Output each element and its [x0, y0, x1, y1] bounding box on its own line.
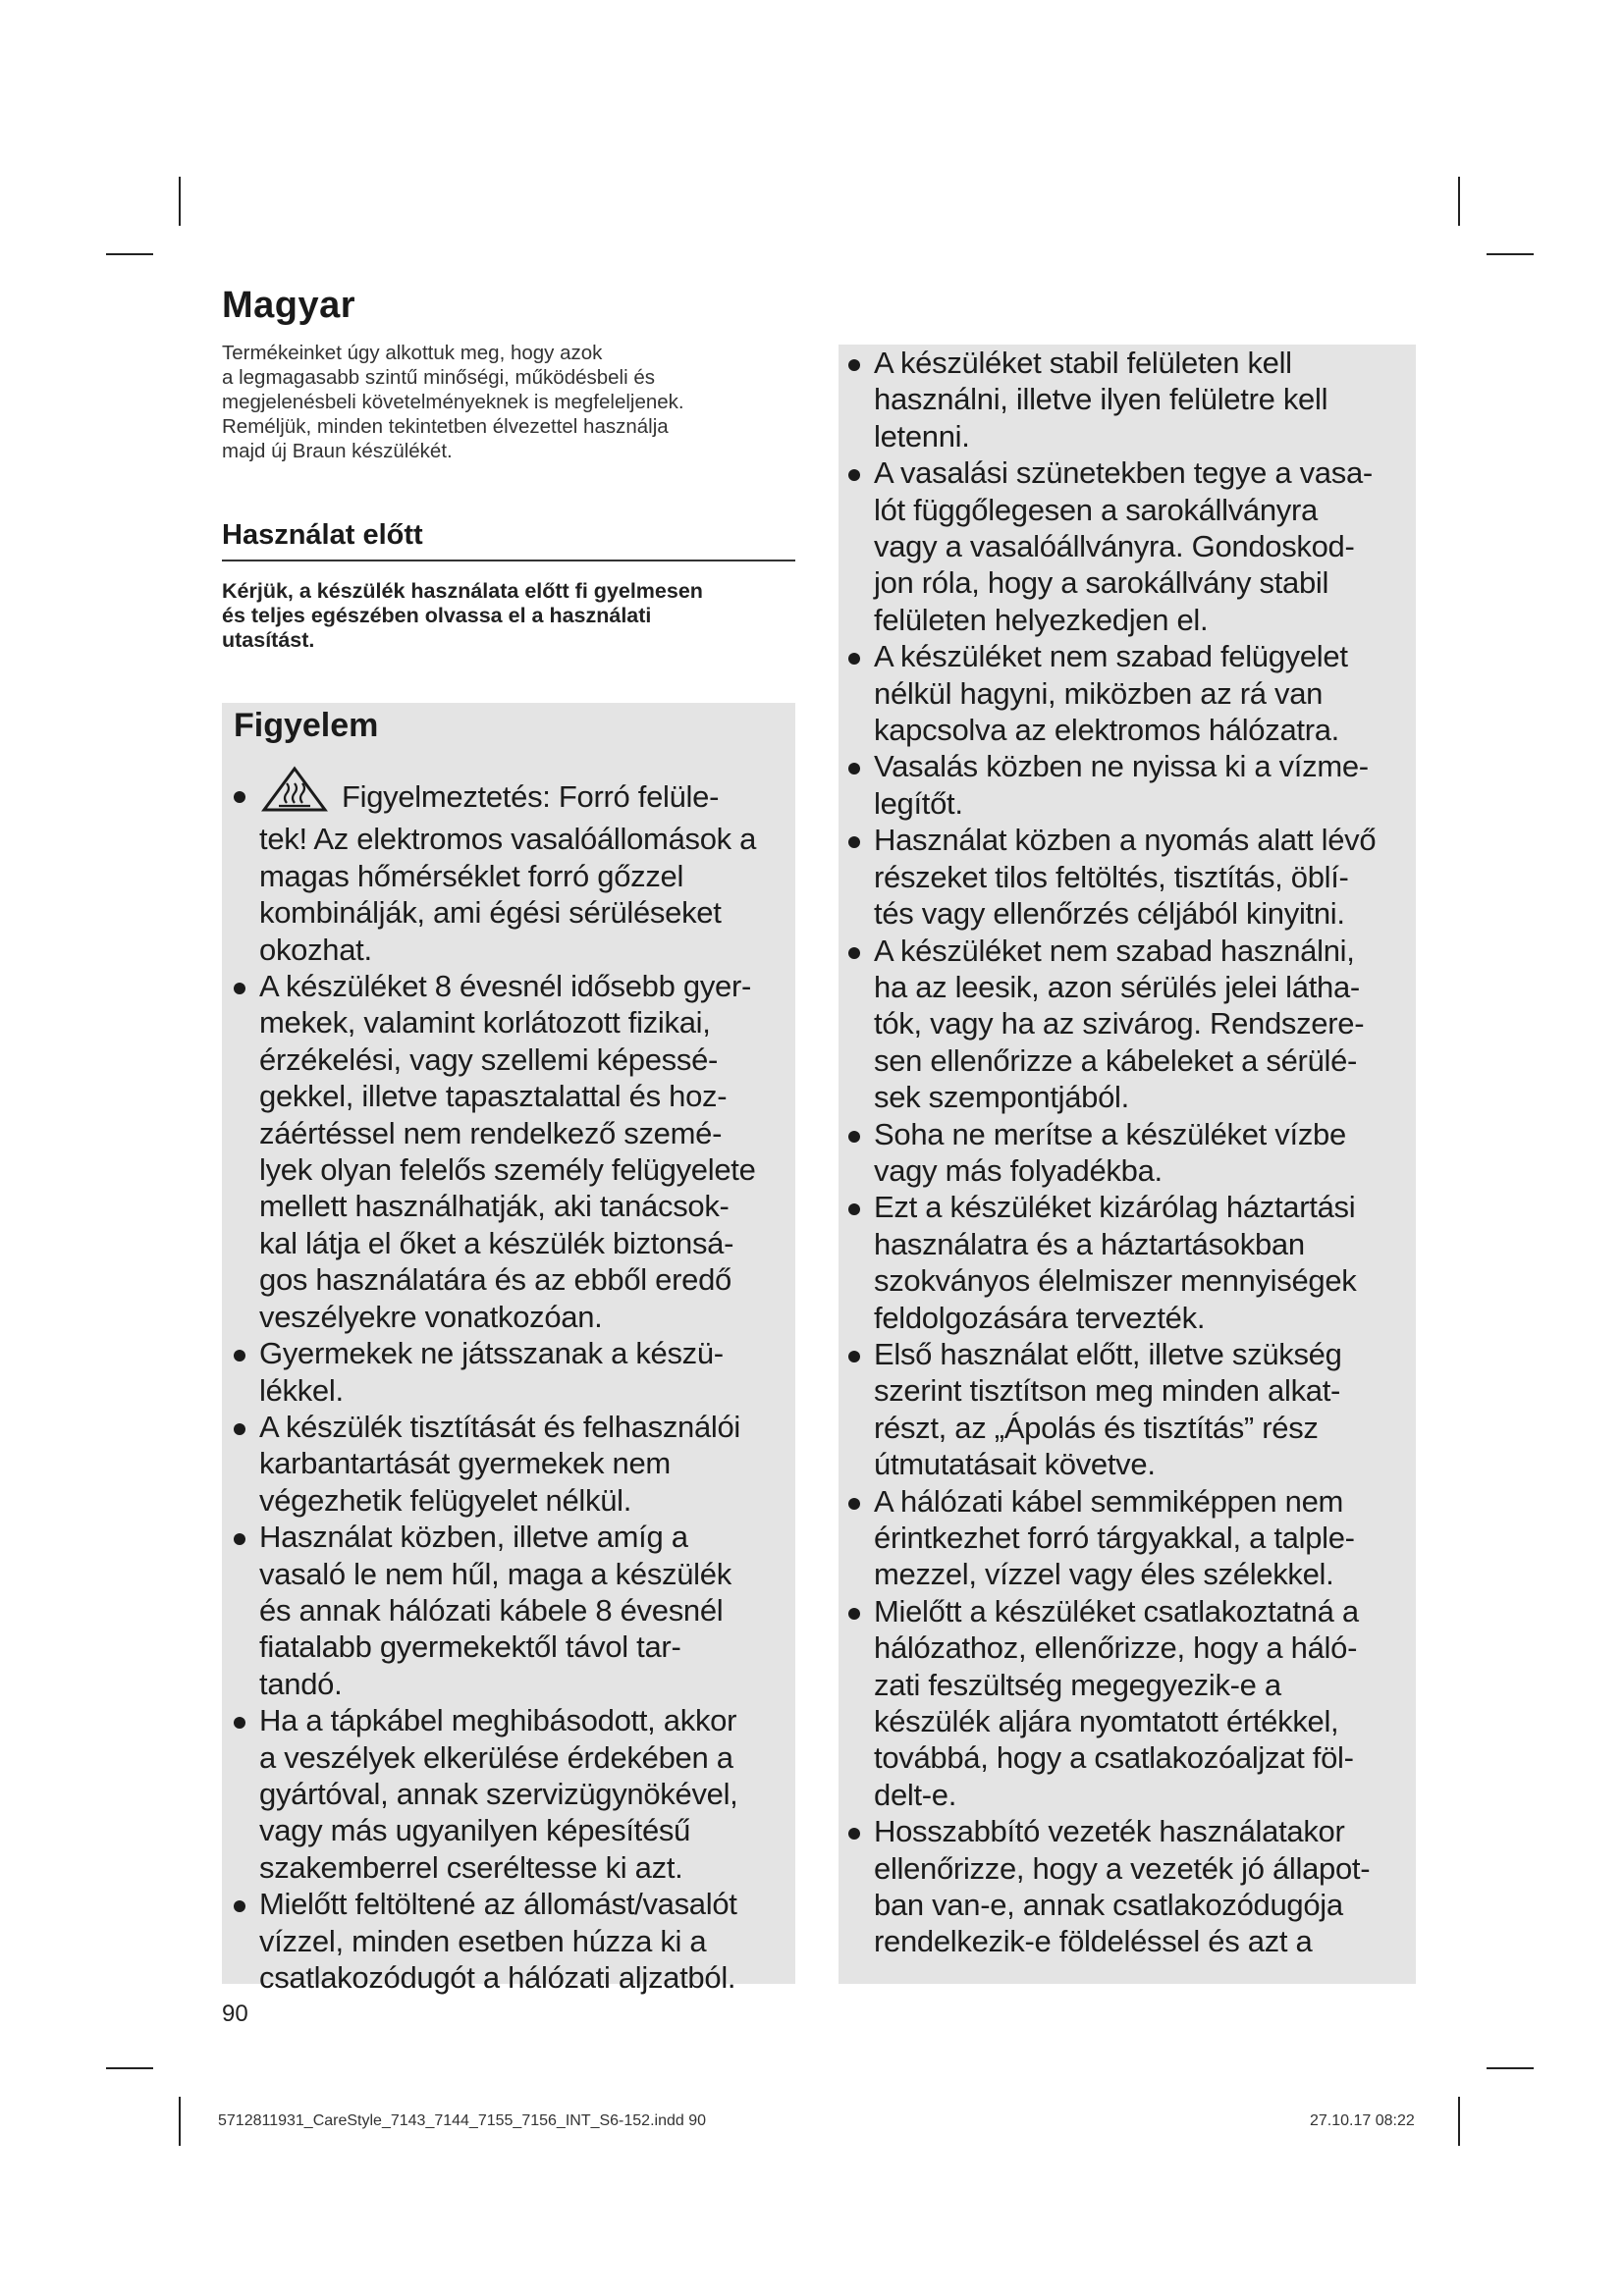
safety-list: [848, 345, 1416, 1960]
bullet-line: letenni.: [874, 418, 970, 454]
bullet-item: [848, 1336, 1416, 1483]
crop-mark: [179, 177, 181, 226]
bullet-line: kal látja el őket a készülék biztonsá-: [259, 1225, 734, 1260]
warning-box: [222, 703, 795, 1995]
text-line: és teljes egészében olvassa el a használati: [222, 604, 652, 627]
bullet-line: lékkel.: [259, 1372, 344, 1408]
bullet-line: lyek olyan felelős személy felügyelete: [259, 1152, 756, 1188]
bullet-line: fiatalabb gyermekektől távol tar-: [259, 1629, 681, 1665]
bullet-line: Ha a tápkábel meghibásodott, akkor: [259, 1703, 737, 1738]
hot-surface-warning-icon: [261, 766, 328, 821]
bullet-line: szakemberrel cseréltesse ki azt.: [259, 1849, 683, 1885]
language-title: Magyar: [222, 285, 356, 326]
bullet-line: Vasalás közben ne nyissa ki a vízme-: [874, 749, 1369, 784]
bullet-line: útmutatásait követve.: [874, 1447, 1156, 1482]
bullet-line: ellenőrizze, hogy a vezeték jó állapot-: [874, 1850, 1371, 1886]
footer-date: 27.10.17 08:22: [1310, 2112, 1415, 2129]
bullet-item: [234, 1409, 795, 1519]
bullet-line: hálózathoz, ellenőrizze, hogy a háló-: [874, 1630, 1358, 1666]
bullet-line: Hosszabbító vezeték használatakor: [874, 1814, 1345, 1849]
bullet-line: érzékelési, vagy szellemi képessé-: [259, 1041, 719, 1077]
bullet-dot-icon: [234, 1423, 245, 1435]
bullet-item: [234, 968, 795, 1335]
bullet-line: vagy a vasalóállványra. Gondoskod-: [874, 529, 1355, 564]
bullet-line: szokványos élelmiszer mennyiségek: [874, 1263, 1357, 1299]
bullet-line: csatlakozódugót a hálózati aljzatból.: [259, 1960, 736, 1995]
bullet-dot-icon: [848, 1498, 860, 1510]
bullet-line: vasaló le nem hűl, maga a készülék: [259, 1556, 731, 1591]
bullet-line: A készüléket stabil felületen kell: [874, 346, 1292, 380]
bullet-line: Soha ne merítse a készüléket vízbe: [874, 1116, 1346, 1151]
text-line: majd új Braun készülékét.: [222, 440, 453, 462]
bullet-line: magas hőmérséklet forró gőzzel: [259, 858, 684, 893]
bullet-line: delt-e.: [874, 1777, 957, 1812]
bullet-line: Mielőtt feltöltené az állomást/vasalót: [259, 1887, 737, 1922]
text-line: megjelenésbeli követelményeknek is megfeleljenek.: [222, 391, 684, 413]
bullet-line: lót függőlegesen a sarokállványra: [874, 492, 1318, 527]
bullet-dot-icon: [848, 1131, 860, 1143]
text-line: Kérjük, a készülék használata előtt fi gyelmesen: [222, 579, 703, 603]
bullet-item: [848, 1189, 1416, 1336]
bullet-line: A vasalási szünetekben tegye a vasa-: [874, 455, 1373, 491]
bullet-line: ha az leesik, azon sérülés jelei látha-: [874, 969, 1360, 1004]
bullet-dot-icon: [848, 1203, 860, 1215]
bullet-dot-icon: [848, 1351, 860, 1362]
bullet-line: részt, az „Ápolás és tisztítás” rész: [874, 1410, 1319, 1445]
text-line: utasítást.: [222, 628, 315, 652]
bullet-line: rendelkezik-e földeléssel és azt a: [874, 1924, 1313, 1959]
bullet-line: használni, illetve ilyen felületre kell: [874, 382, 1328, 417]
bullet-line: Mielőtt a készüléket csatlakoztatná a: [874, 1593, 1359, 1629]
bullet-item: [848, 1483, 1416, 1593]
bullet-line: feldolgozására tervezték.: [874, 1300, 1206, 1335]
bullet-item: [234, 1519, 795, 1702]
bullet-line: vízzel, minden esetben húzza ki a: [259, 1923, 707, 1958]
crop-mark: [1487, 253, 1534, 255]
bullet-line: A készüléket nem szabad felügyelet: [874, 639, 1348, 674]
bullet-dot-icon: [848, 836, 860, 848]
bullet-item: [848, 1116, 1416, 1190]
bullet-line: Figyelmeztetés: Forró felüle-: [342, 779, 720, 814]
bullet-line: mellett használhatják, aki tanácsok-: [259, 1189, 730, 1224]
crop-mark: [106, 2067, 153, 2069]
bullet-line: a veszélyek elkerülése érdekében a: [259, 1739, 733, 1775]
bullet-line: Használat közben a nyomás alatt lévő: [874, 823, 1377, 858]
bullet-line: Ezt a készüléket kizárólag háztartási: [874, 1190, 1356, 1225]
bullet-dot-icon: [234, 1350, 245, 1362]
bullet-line: kapcsolva az elektromos hálózatra.: [874, 713, 1339, 748]
intro-paragraph: [222, 341, 811, 463]
bullet-line: veszélyekre vonatkozóan.: [259, 1299, 603, 1334]
bullet-line: A készüléket 8 évesnél idősebb gyer-: [259, 969, 752, 1004]
bullet-line: záértéssel nem rendelkező szemé-: [259, 1115, 723, 1150]
bullet-line: kombinálják, ami égési sérüléseket: [259, 895, 722, 931]
bullet-line: felületen helyezkedjen el.: [874, 602, 1209, 637]
bullet-line: érintkezhet forró tárgyakkal, a talple-: [874, 1521, 1355, 1555]
bullet-line: legítőt.: [874, 785, 963, 821]
footer-file-name: 5712811931_CareStyle_7143_7144_7155_7156_INT_S6-152.indd 90: [218, 2112, 707, 2129]
bullet-line: mekek, valamint korlátozott fizikai,: [259, 1005, 711, 1041]
crop-mark: [1458, 2097, 1460, 2146]
bullet-line: vagy más ugyanilyen képesítésű: [259, 1813, 691, 1848]
lead-paragraph: [222, 579, 811, 653]
bullet-line: A hálózati kábel semmiképpen nem: [874, 1483, 1344, 1519]
bullet-item: [234, 1335, 795, 1409]
bullet-item: [234, 766, 795, 968]
bullet-item: [848, 933, 1416, 1116]
bullet-item: [234, 1886, 795, 1996]
bullet-line: gos használatára és az ebből eredő: [259, 1262, 731, 1298]
bullet-line: A készüléket nem szabad használni,: [874, 933, 1355, 968]
bullet-dot-icon: [848, 1828, 860, 1840]
bullet-line: sen ellenőrizze a kábeleket a sérülé-: [874, 1042, 1358, 1078]
bullet-line: végezhetik felügyelet nélkül.: [259, 1482, 632, 1518]
bullet-line: karbantartását gyermekek nem: [259, 1446, 671, 1481]
bullet-item: [848, 454, 1416, 638]
bullet-item: [848, 345, 1416, 454]
bullet-item: [848, 1813, 1416, 1960]
bullet-line: használatra és a háztartásokban: [874, 1226, 1305, 1261]
bullet-line: gyártóval, annak szervizügynökével,: [259, 1776, 738, 1811]
warning-heading: Figyelem: [234, 707, 379, 744]
bullet-line: nélkül hagyni, miközben az rá van: [874, 675, 1324, 711]
crop-mark: [1487, 2067, 1534, 2069]
crop-mark: [179, 2097, 181, 2146]
bullet-dot-icon: [848, 947, 860, 959]
bullet-dot-icon: [848, 359, 860, 371]
bullet-line: és annak hálózati kábele 8 évesnél: [259, 1592, 724, 1628]
text-line: Reméljük, minden tekintetben élvezettel használja: [222, 415, 669, 438]
bullet-line: Gyermekek ne játsszanak a készü-: [259, 1336, 724, 1371]
bullet-line: gekkel, illetve tapasztalattal és hoz-: [259, 1079, 728, 1114]
warning-list: [234, 766, 795, 1996]
bullet-line: tandó.: [259, 1666, 343, 1701]
bullet-item: [848, 748, 1416, 822]
section-heading: Használat előtt: [222, 519, 795, 561]
bullet-line: tek! Az elektromos vasalóállomások a: [259, 822, 757, 857]
crop-mark: [1458, 177, 1460, 226]
bullet-dot-icon: [234, 1533, 245, 1545]
bullet-item: [848, 822, 1416, 932]
bullet-line: Használat közben, illetve amíg a: [259, 1520, 688, 1555]
bullet-line: A készülék tisztítását és felhasználói: [259, 1409, 741, 1444]
bullet-dot-icon: [234, 983, 245, 994]
bullet-line: okozhat.: [259, 932, 372, 967]
bullet-line: tés vagy ellenőrzés céljából kinyitni.: [874, 896, 1345, 932]
bullet-line: mezzel, vízzel vagy éles szélekkel.: [874, 1557, 1334, 1592]
bullet-dot-icon: [848, 469, 860, 481]
bullet-line: vagy más folyadékba.: [874, 1152, 1163, 1188]
bullet-dot-icon: [848, 1608, 860, 1620]
bullet-dot-icon: [234, 1900, 245, 1912]
bullet-dot-icon: [848, 763, 860, 774]
bullet-item: [848, 1593, 1416, 1813]
bullet-dot-icon: [234, 791, 245, 803]
crop-mark: [106, 253, 153, 255]
bullet-line: zati feszültség megegyezik-e a: [874, 1667, 1281, 1702]
bullet-line: Első használat előtt, illetve szükség: [874, 1336, 1342, 1371]
bullet-line: részeket tilos feltöltés, tisztítás, öblí-: [874, 859, 1349, 894]
safety-continued-box: [839, 345, 1416, 1984]
bullet-item: [234, 1702, 795, 1886]
bullet-item: [848, 638, 1416, 748]
text-line: a legmagasabb szintű minőségi, működésbeli és: [222, 366, 656, 389]
bullet-line: készülék aljára nyomtatott értékkel,: [874, 1704, 1339, 1739]
page-number: 90: [222, 2001, 248, 2027]
bullet-line: tók, vagy ha az szivárog. Rendszere-: [874, 1006, 1365, 1041]
bullet-line: szerint tisztítson meg minden alkat-: [874, 1373, 1341, 1409]
bullet-line: sek szempontjából.: [874, 1080, 1129, 1115]
bullet-dot-icon: [848, 653, 860, 665]
bullet-line: továbbá, hogy a csatlakozóaljzat föl-: [874, 1740, 1354, 1776]
bullet-line: jon róla, hogy a sarokállvány stabil: [874, 565, 1329, 601]
bullet-line: ban van-e, annak csatlakozódugója: [874, 1888, 1343, 1923]
text-line: Termékeinket úgy alkottuk meg, hogy azok: [222, 342, 603, 364]
bullet-dot-icon: [234, 1717, 245, 1729]
